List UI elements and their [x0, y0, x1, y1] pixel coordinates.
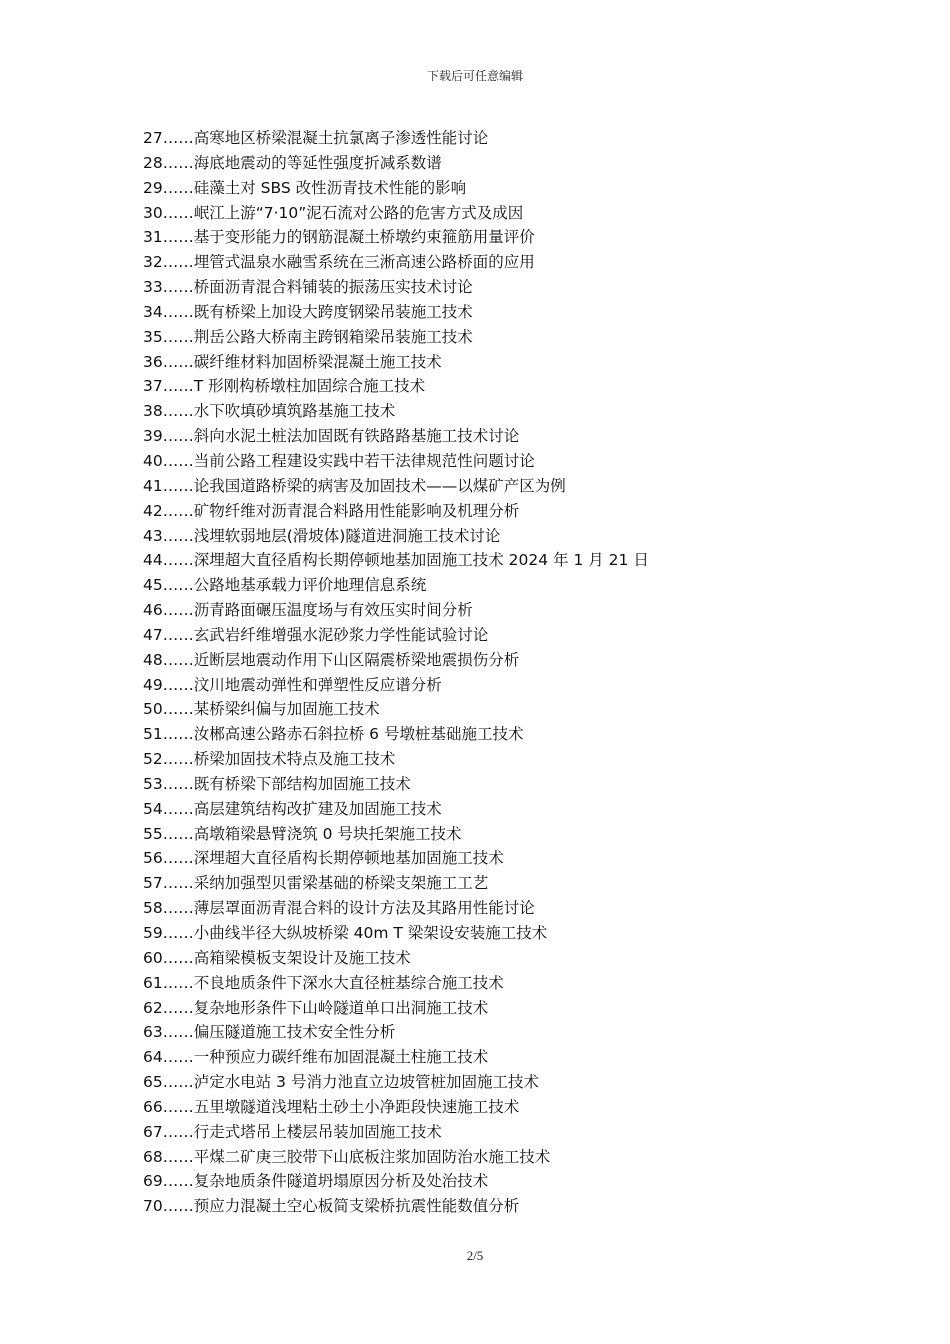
list-item: 29……硅藻土对 SBS 改性沥青技术性能的影响	[143, 178, 467, 197]
list-item: 69……复杂地质条件隧道坍塌原因分析及处治技术	[143, 1172, 489, 1191]
list-item: 57……采纳加强型贝雷梁基础的桥梁支架施工工艺	[143, 874, 489, 893]
list-item: 47……玄武岩纤维增强水泥砂浆力学性能试验讨论	[143, 625, 489, 644]
list-item: 32……埋管式温泉水融雪系统在三淅高速公路桥面的应用	[143, 253, 535, 272]
list-item: 28……海底地震动的等延性强度折减系数谱	[143, 153, 442, 172]
list-item: 46……沥青路面碾压温度场与有效压实时间分析	[143, 601, 473, 620]
list-item: 27……高寒地区桥梁混凝土抗氯离子渗透性能讨论	[143, 129, 489, 147]
list-item: 37……T 形刚构桥墩柱加固综合施工技术	[143, 377, 426, 396]
list-item: 70……预应力混凝土空心板简支梁桥抗震性能数值分析	[143, 1197, 520, 1216]
list-item: 48……近断层地震动作用下山区隔震桥梁地震损伤分析	[143, 650, 520, 669]
list-item: 55……高墩箱梁悬臂浇筑 0 号块托架施工技术	[143, 824, 462, 843]
list-item: 49……汶川地震动弹性和弹塑性反应谱分析	[143, 675, 442, 694]
list-item: 39……斜向水泥土桩法加固既有铁路路基施工技术讨论	[143, 427, 520, 446]
list-item: 54……高层建筑结构改扩建及加固施工技术	[143, 799, 442, 818]
contents-list	[143, 126, 863, 1219]
list-item: 68……平煤二矿庚三胶带下山底板注浆加固防治水施工技术	[143, 1147, 551, 1166]
list-item: 30……岷江上游“7·10”泥石流对公路的危害方式及成因	[143, 203, 524, 222]
list-item: 35……荆岳公路大桥南主跨钢箱梁吊装施工技术	[143, 327, 473, 346]
list-item: 56……深埋超大直径盾构长期停顿地基加固施工技术	[143, 849, 504, 868]
page-number: 2/5	[466, 1248, 484, 1263]
list-item: 63……偏压隧道施工技术安全性分析	[143, 1023, 396, 1042]
list-item: 42……矿物纤维对沥青混合料路用性能影响及机理分析	[143, 501, 520, 520]
list-item: 40……当前公路工程建设实践中若干法律规范性问题讨论	[143, 451, 535, 470]
list-item: 66……五里墩隧道浅埋粘土砂土小净距段快速施工技术	[143, 1097, 520, 1116]
list-item: 31……基于变形能力的钢筋混凝土桥墩约束箍筋用量评价	[143, 228, 535, 247]
list-item: 60……高箱梁模板支架设计及施工技术	[143, 948, 411, 967]
list-item: 43……浅埋软弱地层(滑坡体)隧道进洞施工技术讨论	[143, 526, 501, 545]
list-item: 65……泸定水电站 3 号消力池直立边坡管桩加固施工技术	[143, 1073, 539, 1092]
list-item: 41……论我国道路桥梁的病害及加固技术——以煤矿产区为例	[143, 476, 566, 495]
list-item: 52……桥梁加固技术特点及施工技术	[143, 750, 396, 769]
list-item: 51……汝郴高速公路赤石斜拉桥 6 号墩桩基础施工技术	[143, 725, 524, 744]
list-item: 59……小曲线半径大纵坡桥梁 40m T 梁架设安装施工技术	[143, 924, 548, 942]
list-item: 53……既有桥梁下部结构加固施工技术	[143, 774, 411, 793]
page-header: 下载后可任意编辑	[426, 69, 523, 83]
list-item: 44……深埋超大直径盾构长期停顿地基加固施工技术 2024 年 1 月 21 日	[143, 551, 649, 570]
list-item: 36……碳纤维材料加固桥梁混凝土施工技术	[143, 352, 442, 371]
list-item: 67……行走式塔吊上楼层吊装加固施工技术	[143, 1122, 442, 1141]
list-item: 50……某桥梁纠偏与加固施工技术	[143, 700, 380, 719]
list-item: 64……一种预应力碳纤维布加固混凝土柱施工技术	[143, 1048, 489, 1067]
list-item: 45……公路地基承载力评价地理信息系统	[143, 576, 427, 595]
list-item: 38……水下吹填砂填筑路基施工技术	[143, 402, 396, 421]
list-item: 34……既有桥梁上加设大跨度钢梁吊装施工技术	[143, 302, 473, 321]
list-item: 62……复杂地形条件下山岭隧道单口出洞施工技术	[143, 998, 489, 1017]
list-item: 58……薄层罩面沥青混合料的设计方法及其路用性能讨论	[143, 899, 535, 918]
list-item: 33……桥面沥青混合料铺装的振荡压实技术讨论	[143, 278, 473, 297]
list-item: 61……不良地质条件下深水大直径桩基综合施工技术	[143, 973, 504, 992]
